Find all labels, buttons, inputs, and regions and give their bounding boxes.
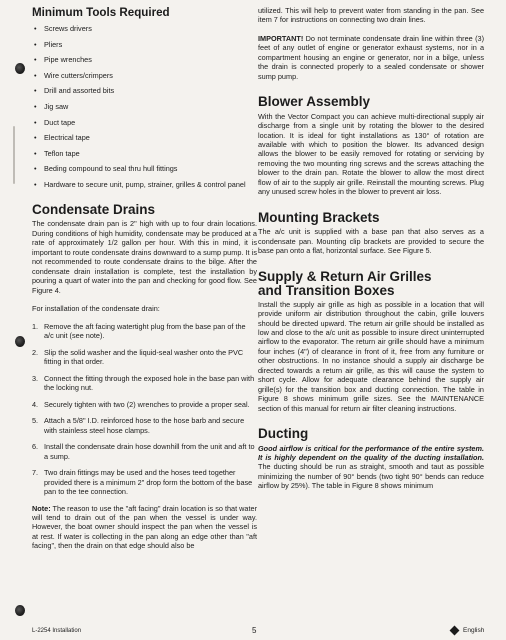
tool-item: • Pipe wrenches [32, 55, 257, 64]
mounting-brackets-paragraph: The a/c unit is supplied with a base pan that also serves as a condensate pan. Mounting clip brackets are provided to secure the base pan onto a flat, horizontal surface. See Figure 5. [258, 227, 484, 256]
install-step [32, 442, 257, 461]
important-text: Do not terminate condensate drain line within three (3) feet of any outlet of engine or generator exhaust systems, nor in a compartment housing an engine or generator, nor in a bilge, unless the drain is connected properly to a sealed condensate or shower sump pump. [258, 33, 484, 81]
tool-item: • Drill and assorted bits [32, 86, 257, 95]
install-step [32, 416, 257, 435]
step-text: Install the condensate drain hose downhill from the unit and aft to a sump. [44, 442, 255, 461]
step-text: Two drain fittings may be used and the hoses teed together provided there is a minimum 2" drop form the bottom of the base pan to the tee connection. [44, 468, 253, 496]
install-intro: For installation of the condensate drain: [32, 304, 160, 314]
step-number: 6. [32, 442, 39, 452]
install-steps-list [32, 322, 257, 497]
ducting-heading: Ducting [258, 426, 309, 442]
blower-assembly-paragraph: With the Vector Compact you can achieve multi-directional supply air discharge from a single unit by rotating the blower to the desired location. It is ideal for tight installations as 130° of rotation are available with which to position the blower. Its advanced design allows the blower to be easily removed for rotating or servicing by removing the two mounting ring screws and the screws attaching the blower to the drain pan. Rotate the blower to allow the most direct flow of air to the supply air grille. Reinstall the mounting screws. Plug any unused screw holes in the blower to prevent air loss. [258, 111, 484, 197]
important-label: IMPORTANT! [258, 33, 304, 43]
grilles-heading-line: and Transition Boxes [258, 282, 395, 298]
step-text: Securely tighten with two (2) wrenches to provide a proper seal. [44, 399, 250, 409]
binder-hole-icon [15, 336, 25, 347]
install-step [32, 348, 257, 367]
step-number: 2. [32, 347, 39, 357]
tool-item: • Hardware to secure unit, pump, strainer, grilles & control panel [32, 180, 257, 189]
note-label: Note: [32, 503, 51, 513]
ducting-text: The ducting should be run as straight, smooth and taut as possible minimizing the number of 90° bends (two tight 90° bends can reduce airflow by 25%). The table in Figure 8 shows minimum [258, 462, 484, 491]
install-step [32, 374, 257, 393]
step-number: 3. [32, 373, 39, 383]
step-number: 1. [32, 321, 39, 331]
condensate-drains-heading: Condensate Drains [32, 201, 156, 217]
tool-item: • Jig saw [32, 102, 257, 111]
tool-item: • Teflon tape [32, 149, 257, 158]
grilles-heading [258, 270, 484, 298]
step-text: Slip the solid washer and the liquid-seal washer onto the PVC fitting in that order. [44, 347, 244, 366]
important-paragraph [258, 34, 484, 81]
page-number: 5 [252, 626, 257, 635]
step-text: Connect the fitting through the exposed hole in the base pan with the locking nut. [44, 373, 255, 392]
install-step [32, 322, 257, 341]
note-paragraph [32, 504, 257, 551]
binder-hole-icon [15, 63, 25, 74]
footer-language [451, 627, 484, 634]
tool-item: • Beding compound to seal thru hull fittings [32, 164, 257, 173]
blower-assembly-heading: Blower Assembly [258, 94, 371, 110]
ducting-emphasis: Good airflow is critical for the performance of the entire system. It is highly dependent on the quality of the ducting installation. [258, 443, 484, 462]
tools-list [32, 24, 257, 189]
step-text: Attach a 5/8" I.D. reinforced hose to the hose barb and secure with stainless steel hose clamps. [44, 416, 245, 435]
step-number: 7. [32, 468, 39, 478]
left-column [32, 6, 257, 551]
binder-hole-icon [15, 605, 25, 616]
language-label: English [463, 627, 485, 634]
tool-item: • Electrical tape [32, 133, 257, 142]
right-column [258, 6, 484, 491]
tool-item: • Duct tape [32, 118, 257, 127]
step-text: Remove the aft facing watertight plug from the base pan of the a/c unit (see note). [44, 321, 246, 340]
tool-item: • Screws drivers [32, 24, 257, 33]
mounting-brackets-heading: Mounting Brackets [258, 209, 380, 225]
grilles-heading-line: Supply & Return Air Grilles [258, 268, 432, 284]
step-number: 4. [32, 399, 39, 409]
continued-paragraph: utilized. This will help to prevent water from standing in the pan. See item 7 for instructions on connecting two drain lines. [258, 6, 484, 25]
tools-heading: Minimum Tools Required [32, 6, 170, 19]
note-text: The reason to use the "aft facing" drain location is so that water will tend to drain out of the pan when the vessel is under way. However, the boat owner should inspect the pan when the vessel is at rest. If water is collecting in the pan along an edge other than "aft facing", then the drain on that edge should also be [32, 503, 257, 551]
ducting-paragraph [258, 444, 484, 491]
diamond-icon [450, 626, 460, 636]
install-step [32, 468, 257, 496]
tool-item: • Pliers [32, 40, 257, 49]
footer-doc-id: L-2254 Installation [32, 628, 82, 634]
install-step [32, 400, 257, 409]
condensate-drains-paragraph: The condensate drain pan is 2" high with up to four drain locations. During conditions of high humidity, condensate may be produced at a rate of approximately 1/2 gallon per hour. With this in mind, it is important to route condensate drains downward to a sump pump. It is not recommended to route condensate drains to the bilge. After the condensate drain installation is complete, test the installation by pouring a quart of water into the pan and checking for good flow. See Figure 4. [32, 219, 257, 295]
step-number: 5. [32, 416, 39, 426]
grilles-paragraph: Install the supply air grille as high as possible in a location that will provide uniform air distribution throughout the cabin, grille louvers should be directed upward. The return air grille should be installed as low and close to the a/c unit as possible to insure direct uninterrupted airflow to the evaporator. The return air grille should have a minimum four inches (4") of clearance in front of it, free from any furniture or other obstructions. In no instance should a supply air discharge be directed towards a return air grille, as this will cause the system to short cycle. Allow for adequate clearance behind the supply air grille(s) for the transition box and ducting connection. The table in Figure 8 shows minimum grille sizes. See the MAINTENANCE section of this manual for return air filter cleaning instructions. [258, 299, 484, 413]
page-edge-mark [13, 126, 15, 184]
tool-item: • Wire cutters/crimpers [32, 71, 257, 80]
